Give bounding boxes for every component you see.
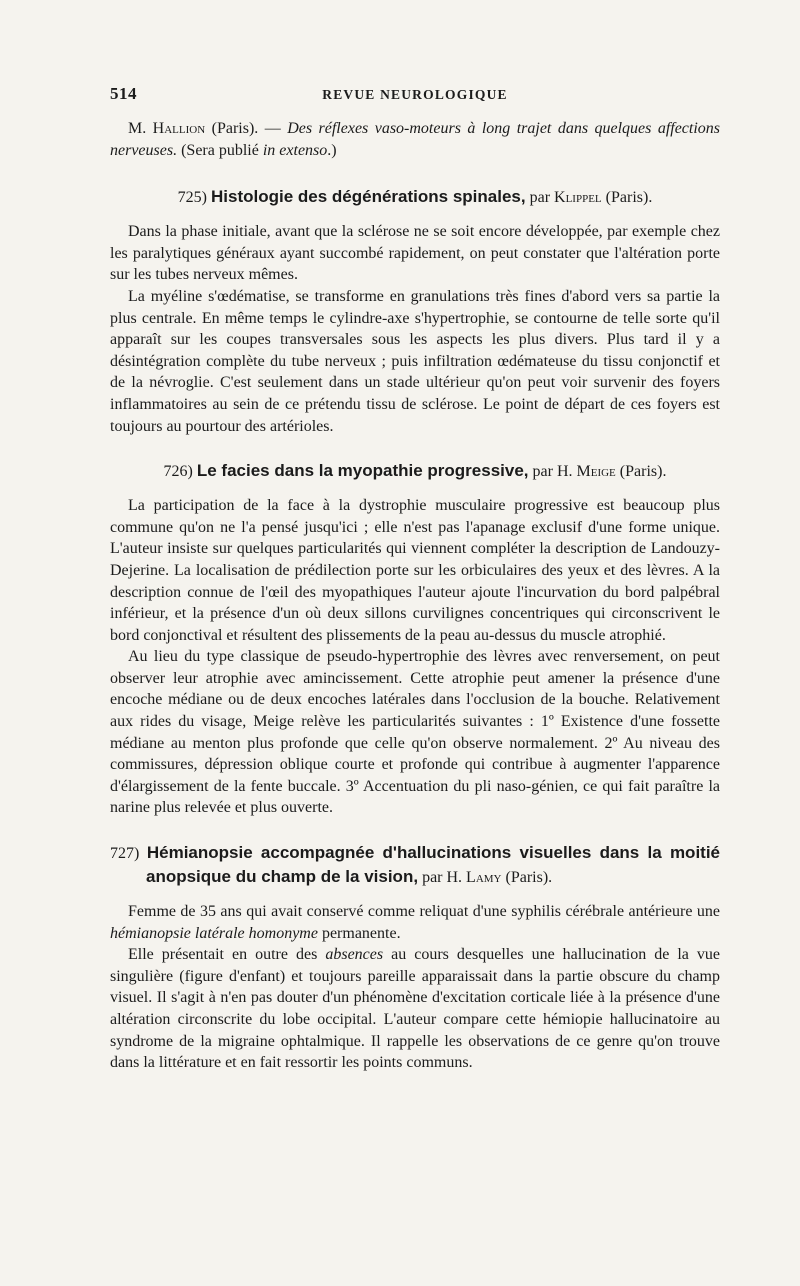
article-title: Hémianopsie accompagnée d'hallucinations visuelles dans la moitié anopsique du champ de la vision, xyxy=(146,843,721,887)
article-by: par H. xyxy=(532,463,573,481)
article-heading xyxy=(110,459,720,483)
notice-title: Des réflexes vaso-moteurs à long trajet dans quelques affections nerveuses. xyxy=(110,120,721,159)
article-heading xyxy=(110,841,720,889)
notice-location: (Paris). xyxy=(211,120,259,137)
article-number: 726) xyxy=(163,463,193,481)
article-725 xyxy=(110,185,720,437)
article-727 xyxy=(110,841,720,1074)
article-location: (Paris). xyxy=(505,869,553,887)
paragraph-text: au cours desquelles une hallucination de la vue singulière (figure d'enfant) et toujours pareille apparaissait dans la partie obscure du champ visuel. Il s'agit à n'en pas douter d'un phénomène d'excitation corticale liée à la présence d'une altération circonscrite du lobe occipital. L'auteur compare cette hémiopie hallucinatoire au syndrome de la migraine ophtalmique. Il rappelle les observations de ce genre qu'on trouve dans la littérature et en fait ressortir les points communs. xyxy=(110,946,721,1072)
article-author: Klippel xyxy=(554,189,602,207)
page-body xyxy=(110,118,720,1096)
page-header xyxy=(110,84,720,106)
article-726 xyxy=(110,459,720,819)
article-location: (Paris). xyxy=(619,463,667,481)
paragraph-text: Elle présentait en outre des xyxy=(128,946,326,964)
notice-note-suffix: .) xyxy=(327,141,337,159)
article-paragraph: Au lieu du type classique de pseudo-hypertrophie des lèvres avec renversement, on peut observer leur atrophie avec amincissement. Cette atrophie peut amener la présence d'une encoche médiane ou de deux encoches latérales dans l'occlusion de la bouche. Relativement aux rides du visage, Meige relève les particularités suivantes : 1º Existence d'une fossette médiane au menton plus profonde que celle qu'on observe normalement. 2º Au niveau des commissures, dépression oblique courte et profonde qui contribue à augmenter l'apparence d'élargissement de la fente buccale. 3º Accentuation du pli naso-génien, ce qui fait paraître la narine plus relevée et plus ouverte. xyxy=(110,648,720,817)
paragraph-italic: absences xyxy=(325,946,384,964)
paragraph-text: Femme de 35 ans qui avait conservé comme reliquat d'une syphilis cérébrale antérieure une xyxy=(128,903,720,921)
paragraph-text: permanente. xyxy=(317,924,401,942)
article-number: 727) xyxy=(110,845,140,863)
notice-note-prefix: (Sera publié xyxy=(181,141,263,159)
paragraph-italic: hémianopsie latérale homonyme xyxy=(110,924,318,942)
notice-note-italic: in extenso xyxy=(262,141,328,159)
article-author: Meige xyxy=(576,463,616,481)
running-title: REVUE NEUROLOGIQUE xyxy=(322,87,508,102)
article-author: Lamy xyxy=(466,869,502,887)
article-paragraph: La myéline s'œdématise, se transforme en granulations très fines d'abord vers sa partie la plus centrale. En même temps le cylindre-axe s'hypertrophie, se contourne de telle sorte qu'il apparaît sur les coupes transversales sous les aspects les plus divers. Plus tard il y a désintégration complète du tube nerveux ; puis infiltration œdémateuse du tissu conjonctif et de la névroglie. C'est seulement dans un stade ultérieur qu'on peut voir survenir des foyers inflammatoires au sein de ce prétendu tissu de sclérose. Le point de départ de ces foyers est toujours au pourtour des artérioles. xyxy=(110,287,720,435)
article-paragraph: Dans la phase initiale, avant que la sclérose ne se soit encore développée, par exemple chez les paralytiques généraux ayant succombé rapidement, on peut constater que l'altération porte sur les tubes nerveux mêmes. xyxy=(110,223,720,284)
notice-dash: — xyxy=(258,120,288,137)
article-location: (Paris). xyxy=(605,189,653,207)
article-title: Histologie des dégénérations spinales, xyxy=(211,187,526,207)
notice-author: M. Hallion xyxy=(128,120,206,137)
article-paragraph xyxy=(110,944,720,1074)
article-paragraph xyxy=(110,901,720,944)
article-number: 725) xyxy=(177,189,207,207)
article-by: par xyxy=(529,189,551,207)
article-title: Le facies dans la myopathie progressive, xyxy=(196,461,529,481)
article-by: par H. xyxy=(422,869,463,887)
article-paragraph: La participation de la face à la dystrophie musculaire progressive est beaucoup plus commune qu'on ne l'a pensé jusqu'ici ; elle n'est pas l'apanage exclusif d'une forme unique. L'auteur insiste sur quelques particularités qui viennent compléter la description de Landouzy-Dejerine. La localisation de prédilection porte sur les orbiculaires des yeux et des lèvres. A la description connue de l'œil des myopathiques l'auteur ajoute l'incurvation du bord palpébral inférieur, et la présence d'un où deux sillons curvilignes concentriques qui circonscrivent le bord conjonctival et résultent des plissements de la peau au-dessus du muscle atrophié. xyxy=(110,497,720,644)
article-heading xyxy=(110,185,720,209)
notice-paragraph xyxy=(110,118,720,161)
page-number: 514 xyxy=(110,84,137,103)
